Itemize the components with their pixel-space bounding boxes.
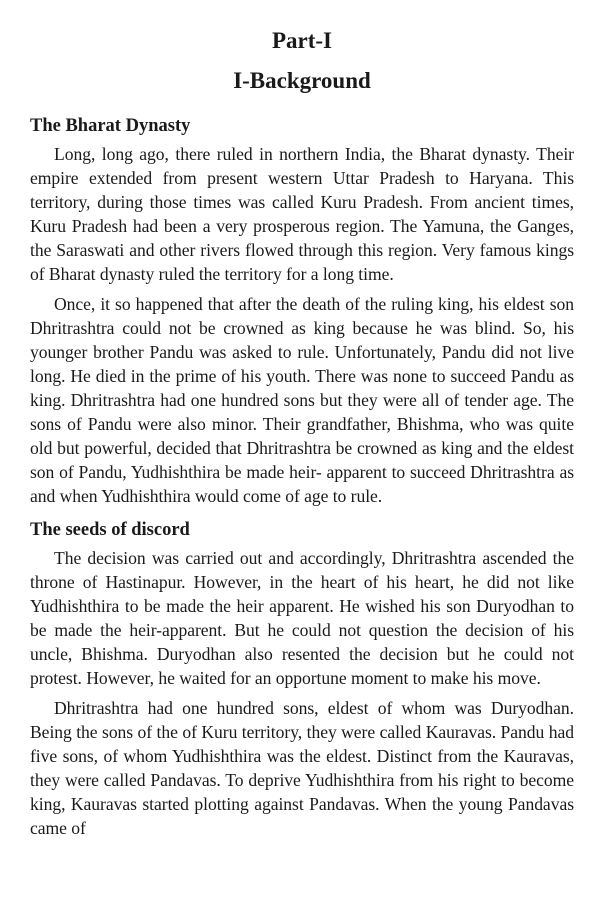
- paragraph: The decision was carried out and accordingly, Dhritrashtra ascended the throne of Hastinapur. However, in the heart of his heart, he did not like Yudhishthira to be made the heir apparent. He wished his son Duryodhan to be made the heir-apparent. But he could not question the decision of his uncle, Bhishma. Duryodhan also resented the decision but he could not protest. However, he waited for an opportune moment to make his move.: [30, 548, 574, 688]
- section-heading-seeds-of-discord: The seeds of discord: [30, 520, 190, 540]
- section-heading-bharat-dynasty: The Bharat Dynasty: [30, 116, 191, 136]
- document-page: [30, 20, 574, 840]
- part-title: Part-I: [271, 28, 333, 53]
- paragraph: Dhritrashtra had one hundred sons, eldest of whom was Duryodhan. Being the sons of the of Kuru territory, they were called Kauravas. Pandu had five sons, of whom Yudhishthira was the eldest. Distinct from the Kauravas, they were called Pandavas. To deprive Yudhishthira from his right to become king, Kauravas started plotting against Pandavas. When the young Pandavas came of: [30, 698, 574, 838]
- paragraph: Long, long ago, there ruled in northern India, the Bharat dynasty. Their empire extended from present western Uttar Pradesh to Haryana. This territory, during those times was called Kuru Pradesh. From ancient times, Kuru Pradesh had been a very prosperous region. The Yamuna, the Ganges, the Saraswati and other rivers flowed through this region. Very famous kings of Bharat dynasty ruled the territory for a long time.: [30, 144, 574, 284]
- paragraph: Once, it so happened that after the death of the ruling king, his eldest son Dhritrashtra could not be crowned as king because he was blind. So, his younger brother Pandu was asked to rule. Unfortunately, Pandu did not live long. He died in the prime of his youth. There was none to succeed Pandu as king. Dhritrashtra had one hundred sons but they were all of tender age. The sons of Pandu were also minor. Their grandfather, Bhishma, who was quite old but powerful, decided that Dhritrashtra be crowned as king and the eldest son of Pandu, Yudhishthira be made heir- apparent to succeed Dhritrashtra as and when Yudhishthira would come of age to rule.: [30, 294, 574, 506]
- chapter-title: I-Background: [233, 68, 371, 93]
